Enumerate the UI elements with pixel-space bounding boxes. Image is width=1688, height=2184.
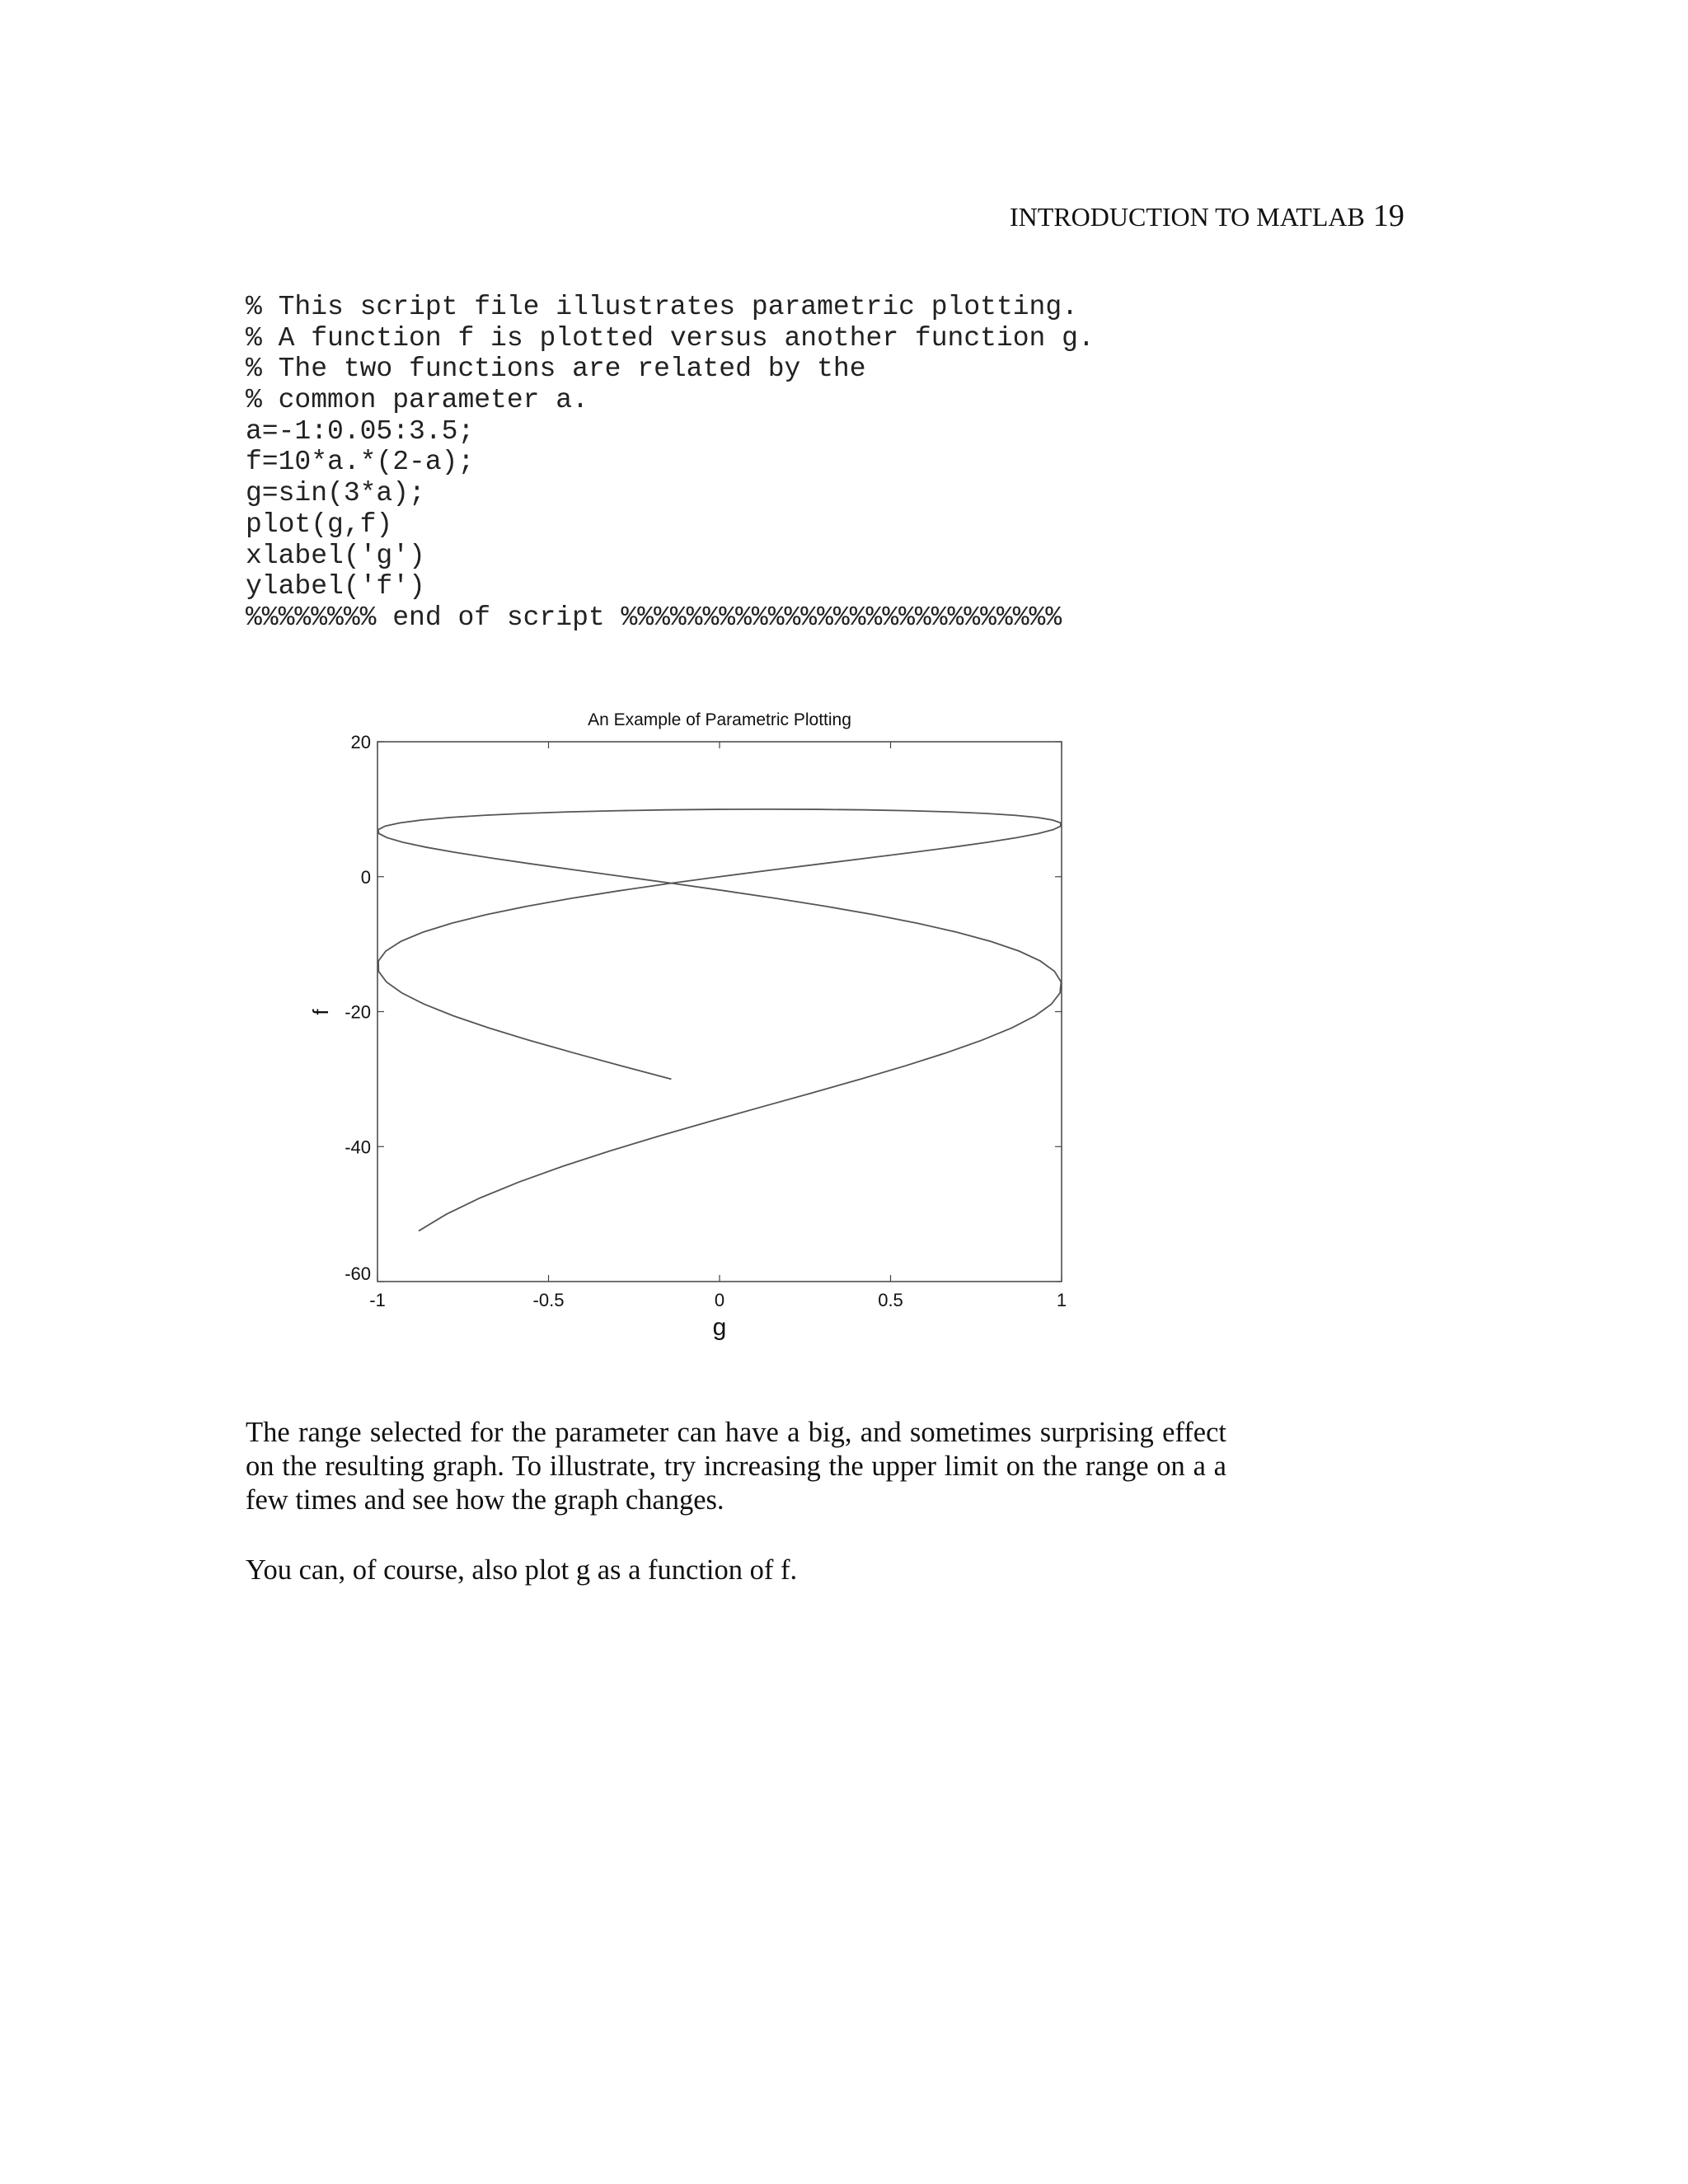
y-tick-label: -40 xyxy=(345,1137,371,1158)
code-line: % common parameter a. xyxy=(246,385,588,416)
code-listing xyxy=(246,292,1095,634)
page-number: 19 xyxy=(1372,199,1404,233)
code-line: a=-1:0.05:3.5; xyxy=(246,415,475,447)
x-axis-ticks xyxy=(369,742,1067,1310)
y-tick-label: -60 xyxy=(345,1263,371,1284)
running-title: INTRODUCTION TO MATLAB xyxy=(1010,202,1365,232)
x-tick-label: -0.5 xyxy=(532,1290,565,1310)
code-line: %%%%%%%% end of script %%%%%%%%%%%%%%%%%%%%%%%%%%% xyxy=(246,602,1062,633)
body-paragraph: The range selected for the parameter can have a big, and sometimes surprising effect on the resulting graph. To illustrate, try increasing the upper limit on the range on a a few times and see how the graph changes. xyxy=(246,1416,1226,1516)
page-header xyxy=(1010,198,1404,234)
body-paragraph: You can, of course, also plot g as a function of f. xyxy=(246,1554,798,1586)
code-line: % A function f is plotted versus another function g. xyxy=(246,322,1095,354)
y-tick-label: 0 xyxy=(360,866,371,888)
code-line: plot(g,f) xyxy=(246,509,393,540)
code-line: xlabel('g') xyxy=(246,540,425,571)
y-axis-ticks xyxy=(345,732,1062,1284)
code-line: ylabel('f') xyxy=(246,571,425,602)
code-line: g=sin(3*a); xyxy=(246,478,425,509)
code-line: f=10*a.*(2-a); xyxy=(246,447,475,478)
y-tick-label: 20 xyxy=(350,732,371,752)
y-axis-label: f xyxy=(308,1009,333,1015)
plot-area xyxy=(377,742,1062,1282)
y-tick-label: -20 xyxy=(345,1001,371,1023)
x-tick-label: 1 xyxy=(1056,1290,1067,1310)
parametric-curve xyxy=(378,809,1062,1231)
x-tick-label: -1 xyxy=(369,1290,386,1310)
x-tick-label: 0 xyxy=(714,1290,725,1310)
code-line: % The two functions are related by the xyxy=(246,354,866,385)
chart-svg xyxy=(305,701,1088,1352)
parametric-plot-figure xyxy=(305,701,1088,1356)
x-axis-label: g xyxy=(712,1314,727,1341)
code-line: % This script file illustrates parametric plotting. xyxy=(246,292,1078,322)
x-tick-label: 0.5 xyxy=(878,1290,903,1310)
chart-title: An Example of Parametric Plotting xyxy=(588,710,851,729)
